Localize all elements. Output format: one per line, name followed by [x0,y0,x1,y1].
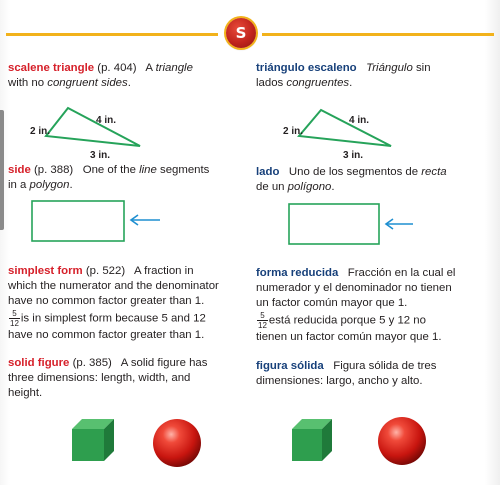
entry-simplest-form [8,264,244,343]
side-figure-en [30,199,170,245]
definition-text: which the numerator and the denominator [8,280,219,292]
triangle-label-bottom: 3 in. [343,150,364,161]
definition-text: with no [8,77,48,89]
sphere-figure [153,419,201,467]
page-ref: (p. 385) [72,357,112,369]
page-edge-tab [0,110,4,230]
fraction [9,309,20,328]
term-solid-figure: solid figure [8,357,70,369]
cube-figure [292,419,332,461]
entrada-forma-reducida [256,266,496,345]
term-triangulo-escaleno: triángulo escaleno [256,62,357,74]
definition-text: dimensiones: largo, ancho y alto. [256,375,423,387]
definition-text: three dimensions: length, width, and [8,372,191,384]
definition-text: Uno de los segmentos de [288,166,422,178]
definition-text: A solid figure has [120,357,208,369]
definition-text: sin [412,62,431,74]
definition-text: . [349,77,353,89]
definition-italic: recta [421,166,447,178]
definition-text: un factor común mayor que 1. [256,297,408,309]
header-rule-left [6,33,218,36]
definition-text: A [145,62,156,74]
solid-figures-en [70,415,270,475]
page-ref: (p. 388) [33,164,74,176]
definition-text: Fracción en la cual el [347,267,456,279]
page-ref: (p. 404) [97,62,137,74]
term-simplest-form: simplest form [8,265,83,277]
definition-italic: Triángulo [366,62,413,74]
section-letter: S [235,23,247,42]
term-figura-solida: figura sólida [256,360,324,372]
definition-italic: congruentes [286,77,350,89]
fraction-denominator: 12 [10,319,19,328]
definition-italic: polygon [29,179,70,191]
triangle-label-left: 2 in. [30,126,51,137]
side-figure-es [287,202,427,248]
fraction-numerator: 5 [257,311,268,321]
definition-text: . [69,179,73,191]
scalene-triangle-shape [299,110,391,146]
polygon-rectangle [289,204,379,244]
triangle-label-bottom: 3 in. [90,150,111,161]
definition-text: numerador y el denominador no tienen [256,282,452,294]
entry-scalene-triangle [8,61,240,91]
definition-text: segments [156,164,210,176]
definition-text: have no common factor greater than 1. [8,329,205,341]
entry-solid-figure [8,356,240,401]
definition-text: have no common factor greater than 1. [8,295,205,307]
term-scalene-triangle: scalene triangle [8,62,95,74]
definition-text: height. [8,387,43,399]
definition-text: is in simplest form because 5 and 12 [20,312,206,325]
entrada-lado [256,165,492,195]
definition-text: . [127,77,131,89]
definition-text: . [331,181,335,193]
page-ref: (p. 522) [85,265,126,277]
definition-italic: line [139,164,157,176]
fraction [257,311,268,330]
definition-text: A fraction in [134,265,194,277]
definition-text: de un [256,181,288,193]
fraction-numerator: 5 [9,309,20,319]
entry-side [8,163,240,193]
definition-text: Figura sólida de tres [333,360,437,372]
section-letter-badge [226,18,256,48]
entrada-triangulo-escaleno [256,61,492,91]
definition-italic: congruent sides [47,77,128,89]
triangle-label-top: 4 in. [96,115,117,126]
triangle-label-top: 4 in. [349,115,370,126]
definition-italic: polígono [287,181,332,193]
definition-text: in a [8,179,30,191]
triangle-label-left: 2 in. [283,126,304,137]
sphere-figure [378,417,426,465]
term-forma-reducida: forma reducida [256,267,339,279]
definition-text: lados [256,77,287,89]
definition-italic: triangle [155,62,193,74]
entrada-figura-solida [256,359,492,389]
term-lado: lado [256,166,280,178]
fraction-denominator: 12 [258,321,267,330]
definition-text: One of the [82,164,140,176]
polygon-rectangle [32,201,124,241]
definition-text: tienen un factor común mayor que 1. [256,331,442,343]
solid-figures-es [290,415,490,475]
scalene-triangle-figure-es [283,106,423,166]
term-side: side [8,164,31,176]
header-rule-right [262,33,494,36]
definition-text: está reducida porque 5 y 12 no [268,314,426,327]
scalene-triangle-figure-en [30,102,170,162]
scalene-triangle-shape [46,108,140,146]
cube-figure [72,419,114,461]
